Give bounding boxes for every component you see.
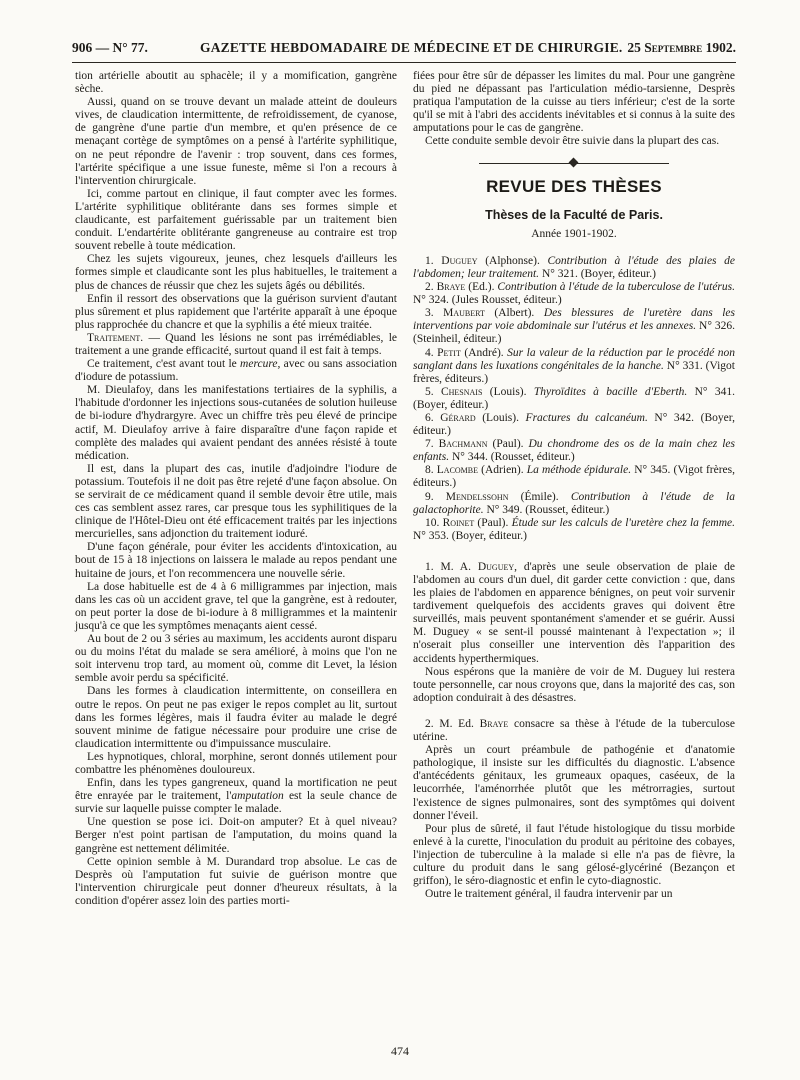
- thesis-title: Thyroïdites à bacille d'Eberth.: [533, 385, 688, 398]
- thesis-num: 10.: [425, 516, 440, 529]
- paragraph: Enfin il ressort des observations que la guérison survient d'autant plus sûrement et plus rapidement que l'artérite apparaît à une époque plus rapprochée du chancre et que la syphilis a été mieux traitée.: [75, 292, 397, 331]
- thesis-title: Étude sur les calculs de l'uretère chez la femme.: [511, 516, 736, 529]
- section-label: Traitement.: [87, 331, 144, 344]
- journal-title: GAZETTE HEBDOMADAIRE DE MÉDECINE ET DE CHIRURGIE.: [200, 40, 623, 55]
- thesis-num: 9.: [425, 490, 434, 503]
- thesis-entry: [413, 412, 735, 438]
- thesis-num: 6.: [425, 411, 434, 424]
- thesis-first: (Alphonse).: [477, 254, 548, 267]
- paragraph: Ce traitement, c'est avant tout le mercure, avec ou sans association d'iodure de potassium.: [75, 358, 398, 384]
- thesis-title: Contribution à l'étude des plaies de l'abdomen; leur traitement.: [413, 254, 736, 280]
- thesis-entry: [413, 517, 735, 543]
- thesis-num: 5.: [425, 385, 434, 398]
- academic-year: Année 1901-1902.: [531, 227, 617, 240]
- paragraph: Chez les sujets vigoureux, jeunes, chez lesquels d'ailleurs les formes simple et claudicante sont les plus habituelles, le traitement a plus de chances de réussir que chez les sujets âgés ou débilités.: [75, 253, 397, 292]
- thesis-entry: [413, 255, 735, 281]
- thesis-list: [413, 255, 735, 543]
- thesis-entry: [413, 491, 735, 517]
- thesis-rest: N° 324. (Jules Rousset, éditeur.): [413, 294, 562, 307]
- thesis-rest: N° 341. (Boyer, éditeur.): [413, 385, 735, 411]
- paragraph: Dans les formes à claudication intermittente, on conseillera en outre le repos. On peut ne pas exiger le repos complet au lit, surtout dans les formes légères, mais il faudra éviter au malade le degré souvent minime de fatigue nécessaire pour produire une crise de claudication intermittente ou d'impuissance musculaire.: [75, 685, 397, 750]
- issue-date: 25 Septembre 1902.: [627, 40, 736, 55]
- thesis-first: (Paul).: [487, 438, 529, 451]
- thesis-num: 8.: [425, 464, 434, 477]
- thesis-first: (Ed.).: [465, 281, 498, 294]
- thesis-author: Mendelssohn: [445, 490, 509, 503]
- paragraph: D'une façon générale, pour éviter les accidents d'intoxication, au bout de 15 à 18 injections on laissera le malade au repos pendant une huitaine de jours, et l'on recommencera une nouvelle série.: [75, 541, 397, 580]
- review-duguey: 1. M. A. Duguey, d'après une seule observation de plaie de l'abdomen au cours d'un duel, dit garder cette conviction : que, dans les plaies de l'abdomen en apparence bénignes, on peut voir survenir tardivement quelquefois des accidents graves qui doivent être surveillés, mais peuvent spontanément s'amender et se guérir. Aussi M. Duguey « se sent-il poussé maintenant à l'expectation »; il n'oserait plus conseiller une intervention dès l'apparition des accidents hyperthermiques.: [413, 560, 735, 665]
- thesis-first: (Paul).: [474, 516, 512, 529]
- thesis-author: Bachmann: [438, 438, 488, 451]
- thesis-rest: N° 342. (Boyer, éditeur.): [413, 411, 735, 438]
- thesis-title: Contribution à l'étude de la tuberculose de l'utérus.: [497, 281, 736, 294]
- subsection-title: Thèses de la Faculté de Paris.: [485, 207, 663, 222]
- thesis-rest: N° 326. (Steinheil, éditeur.): [413, 320, 735, 346]
- paragraph-treatment: Traitement. — Quand les lésions ne sont pas irrémédiables, le traitement a une grande efficacité, surtout quand il est fait à temps.: [75, 331, 397, 357]
- thesis-author: Roinet: [442, 516, 475, 529]
- thesis-rest: N° 344. (Rousset, éditeur.): [449, 451, 575, 464]
- paragraph: Cette opinion semble à M. Durandard trop absolue. Le cas de Desprès où l'amputation fut suivie de guérison montre que l'intervention chirurgicale peut donner d'heureux résultats, à la condition d'opérer assez loin des parties morti-: [75, 855, 397, 907]
- thesis-title: Sur la valeur de la réduction par le procédé non sanglant dans les luxations congénitales de la hanche.: [413, 346, 735, 372]
- thesis-entry: [413, 386, 735, 412]
- header-rule: [72, 62, 736, 63]
- thesis-first: (Louis).: [475, 411, 526, 424]
- thesis-num: 2.: [425, 281, 434, 294]
- paragraph: Au bout de 2 ou 3 séries au maximum, les accidents auront disparu ou du moins l'état du malade se sera amélioré, à moins que l'on ne soit intervenu trop tard, au moment où, comme dit Levet, la lésion semble avoir perdu sa spécificité.: [75, 633, 397, 685]
- paragraph: fiées pour être sûr de dépasser les limites du mal. Pour une gangrène du pied ne dépassant pas l'articulation médio-tarsienne, Desprès pratiqua l'amputation de la cuisse au tiers inférieur; c'est de la sorte qu'il se mit à l'abri des accidents inévitables et si connus à la suite des amputations pour le cas de gangrène.: [413, 70, 735, 135]
- paragraph: tion artérielle aboutit au sphacèle; il y a momification, gangrène sèche.: [75, 70, 397, 96]
- right-column: [413, 70, 735, 901]
- thesis-title: La méthode épidurale.: [526, 464, 632, 477]
- thesis-entry: [413, 438, 735, 464]
- thesis-num: 3.: [425, 307, 434, 320]
- thesis-first: (Émile).: [508, 490, 571, 503]
- folio-number: 474: [391, 1044, 409, 1058]
- thesis-first: (André).: [460, 346, 508, 359]
- paragraph: Ici, comme partout en clinique, il faut compter avec les formes. L'artérite syphilitique oblitérante dans ses formes simple et claudicante, est parfaitement guérissable par un traitement bien conduit. L'endartérite oblitérante gangreneuse au contraire est trop souvent rebelle à toute médication.: [75, 187, 397, 253]
- thesis-author: Maubert: [443, 307, 485, 320]
- diamond-ornament: [569, 157, 579, 167]
- section-separator: [479, 163, 669, 164]
- thesis-title: Du chondrome des os de la main chez les enfants.: [413, 438, 736, 464]
- thesis-rest: N° 345. (Vigot frères, éditeurs.): [413, 464, 736, 490]
- paragraph: Il est, dans la plupart des cas, inutile d'adjoindre l'iodure de potassium. Toutefois il ne doit pas être rejeté d'une façon absolue. On se servirait de ce médicament quand il semble devoir être utile, mais ces cas semblent assez rares, car presque tous les syphilitiques de la clinique de l'Hôtel-Dieu ont été efficacement traités par les injections mercurielles, sans adjonction du traitement ioduré.: [75, 462, 397, 541]
- thesis-first: (Adrien).: [478, 464, 527, 477]
- thesis-num: 4.: [425, 346, 434, 359]
- paragraph: Outre le traitement général, il faudra intervenir par un: [425, 888, 673, 901]
- thesis-author: Chesnais: [440, 385, 483, 398]
- page-number-issue: 906 — N° 77.: [72, 40, 148, 55]
- thesis-first: (Albert).: [484, 307, 544, 320]
- running-header: [72, 40, 736, 60]
- paragraph: Pour plus de sûreté, il faut l'étude histologique du tissu morbide enlevé à la curette, l'inoculation du produit au péritoine des cobayes, l'injection de tuberculine à la malade si elle n'a pas de fièvre, la culture du produit dans le sang gélosé-glycériné (Bezançon et griffon), le séro-diagnostic et enfin le cyto-diagnostic.: [413, 822, 735, 888]
- thesis-entry: [413, 281, 735, 307]
- section-title: REVUE DES THÈSES: [486, 176, 662, 196]
- thesis-entry: [413, 307, 735, 346]
- thesis-title: Des blessures de l'uretère dans les interventions par voie abdominale sur l'utérus et les annexes.: [413, 307, 735, 333]
- paragraph: Après un court préambule de pathogénie et d'anatomie pathologique, il insiste sur les difficultés du diagnostic. L'absence d'antécédents génitaux, les grumeaux opaques, caséeux, de la leucorrhée, l'aménorrhée plutôt que les métrorragies, surtout l'existence de signes pulmonaires, sont des symptômes qui doivent donner l'éveil.: [413, 744, 735, 822]
- thesis-author: Petit: [437, 346, 461, 359]
- paragraph: La dose habituelle est de 4 à 6 milligrammes par injection, mais dans les cas où un accident grave, tel que la gangrène, est à redouter, on peut porter la dose de bi-iodure à 8 milligrammes et la maintenir jusqu'à ce que les symptômes menaçants aient cessé.: [75, 580, 397, 632]
- thesis-author: Duguey: [441, 254, 478, 267]
- paragraph: Enfin, dans les types gangreneux, quand la mortification ne peut être enrayée par le traitement, l'amputation est la seule chance de survie sur laquelle puisse compter le malade.: [75, 777, 397, 816]
- thesis-rest: N° 331. (Vigot frères, éditeurs.): [413, 359, 735, 385]
- thesis-num: 1.: [425, 254, 434, 267]
- thesis-num: 7.: [425, 438, 434, 451]
- thesis-author: Lacombe: [436, 464, 479, 477]
- thesis-title: Fractures du calcanéum.: [525, 411, 648, 424]
- thesis-rest: N° 321. (Boyer, éditeur.): [539, 267, 656, 280]
- paragraph: Nous espérons que la manière de voir de M. Duguey lui restera toute personnelle, car nous croyons que, dans la majorité des cas, son adoption conduirait à des désastres.: [413, 665, 735, 704]
- thesis-rest: N° 349. (Rousset, éditeur.): [483, 503, 610, 516]
- left-column: [75, 70, 397, 908]
- paragraph: M. Dieulafoy, dans les manifestations tertiaires de la syphilis, a l'habitude d'ordonner les injections sous-cutanées de solution huileuse de bi-iodure d'hydrargyre. Avec un chiffre très peu élevé de principe actif, M. Dieulafoy arrive à faire disparaître d'une façon rapide et complète des malades qui avaient pendant des années résisté à toute médication.: [75, 384, 397, 462]
- thesis-entry: [413, 464, 735, 490]
- thesis-rest: N° 353. (Boyer, éditeur.): [413, 529, 528, 542]
- paragraph: Cette conduite semble devoir être suivie dans la plupart des cas.: [425, 135, 720, 148]
- review-braye: 2. M. Ed. Braye consacre sa thèse à l'étude de la tuberculose utérine.: [413, 717, 736, 744]
- paragraph: Les hypnotiques, chloral, morphine, seront donnés utilement pour combattre les phénomènes douloureux.: [75, 750, 397, 776]
- paragraph: Aussi, quand on se trouve devant un malade atteint de douleurs vives, de claudication intermittente, de refroidissement, de cyanose, de gangrène d'une partie d'un membre, et qu'en présence de ce menaçant cortège de symptômes on a pensé à l'artérite syphilitique, on ne peut répondre de l'avenir : trop souvent, dans ces formes, l'artérite spécifique a une issue funeste, même si l'on a recours à l'intervention chirurgicale.: [75, 96, 397, 187]
- thesis-first: (Louis).: [482, 385, 534, 398]
- thesis-entry: [413, 347, 735, 386]
- thesis-author: Gérard: [440, 411, 476, 424]
- paragraph: Une question se pose ici. Doit-on amputer? Et à quel niveau? Berger n'est point partisan de l'amputation, du moins quand la gangrène est nettement délimitée.: [75, 816, 397, 855]
- thesis-title: Contribution à l'étude de la galactophorite.: [413, 490, 736, 516]
- thesis-author: Braye: [436, 281, 466, 294]
